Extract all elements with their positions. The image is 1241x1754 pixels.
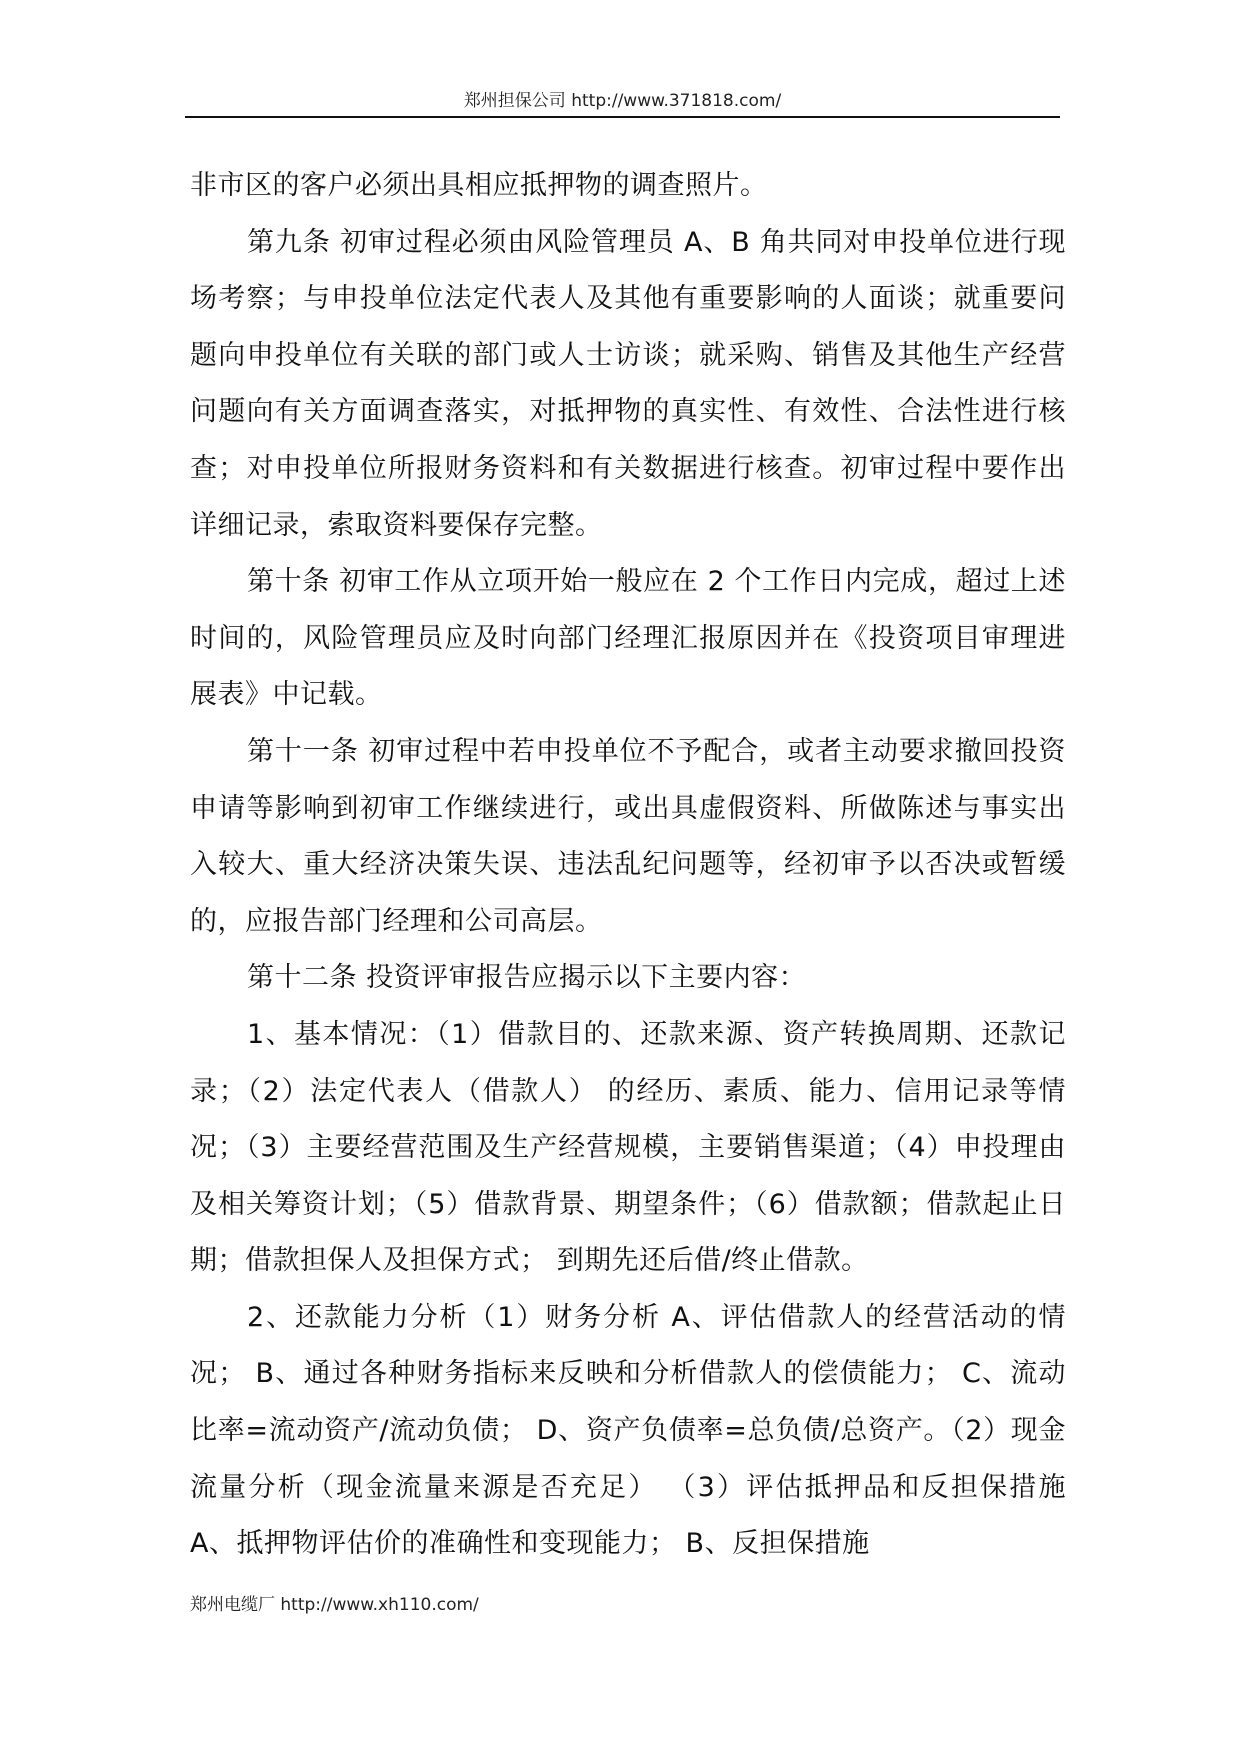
paragraph-article-10: 第十条 初审工作从立项开始一般应在 2 个工作日内完成，超过上述时间的，风险管理员应及时向部门经理汇报原因并在《投资项目审理进展表》中记载。 <box>190 566 1066 711</box>
document-body <box>190 158 1066 1573</box>
page-footer: 郑州电缆厂 http://www.xh110.com/ <box>190 1595 479 1615</box>
paragraph-basic-info: 1、基本情况：（1）借款目的、还款来源、资产转换周期、还款记录；（2）法定代表人（借款人） 的经历、素质、能力、信用记录等情况；（3）主要经营范围及生产经营规模，主要销售渠道；（4）申投理由及相关筹资计划；（5）借款背景、期望条件；（6）借款额；借款起止日期；借款担保人及担保方式； 到期先还后借/终止借款。 <box>190 1018 1066 1277</box>
paragraph-article-12: 第十二条 投资评审报告应揭示以下主要内容： <box>247 962 807 994</box>
paragraph-1: 非市区的客户必须出具相应抵押物的调查照片。 <box>190 170 768 201</box>
header-divider <box>185 116 1060 118</box>
paragraph-article-11: 第十一条 初审过程中若申投单位不予配合，或者主动要求撤回投资申请等影响到初审工作继续进行，或出具虚假资料、所做陈述与事实出入较大、重大经济决策失误、违法乱纪问题等，经初审予以否决或暂缓的，应报告部门经理和公司高层。 <box>190 735 1066 937</box>
paragraph-article-9: 第九条 初审过程必须由风险管理员 A、B 角共同对申投单位进行现场考察；与申投单位法定代表人及其他有重要影响的人面谈；就重要问题向申投单位有关联的部门或人士访谈；就采购、销售及其他生产经营问题向有关方面调查落实，对抵押物的真实性、有效性、合法性进行核查；对申投单位所报财务资料和有关数据进行核查。初审过程中要作出详细记录，索取资料要保存完整。 <box>190 226 1066 541</box>
paragraph-repayment-analysis: 2、还款能力分析（1）财务分析 A、评估借款人的经营活动的情况； B、通过各种财务指标来反映和分析借款人的偿债能力； C、流动比率=流动资产/流动负债； D、资产负债率=总负债/总资产。（2）现金流量分析（现金流量来源是否充足） （3）评估抵押品和反担保措施 A、抵押物评估价的准确性和变现能力； B、反担保措施 <box>190 1301 1066 1560</box>
page-header: 郑州担保公司 http://www.371818.com/ <box>463 91 782 111</box>
